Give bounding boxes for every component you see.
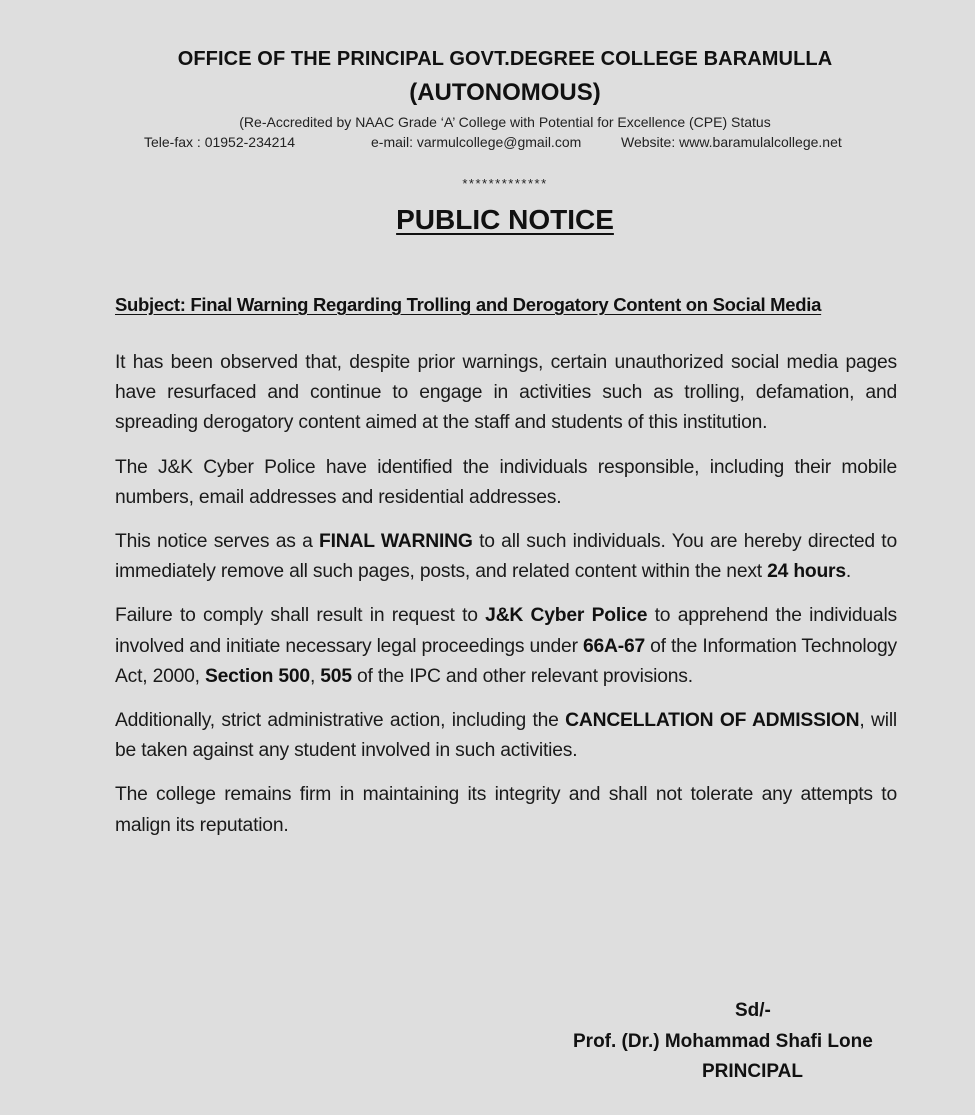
- office-title: OFFICE OF THE PRINCIPAL GOVT.DEGREE COLLEGE BARAMULLA: [177, 48, 833, 70]
- paragraph-text: to all such individuals. You are hereby directed to immediately remove all such pages, posts, and related content within the next: [115, 531, 897, 583]
- website-address: Website: www.baramulalcollege.net: [621, 134, 842, 150]
- emphasized-text: 66A-67: [582, 635, 645, 657]
- signatory-name: Prof. (Dr.) Mohammad Shafi Lone: [573, 1031, 873, 1052]
- paragraph-text: Failure to comply shall result in request to: [115, 605, 486, 627]
- paragraph-text: to apprehend the individuals involved and initiate necessary legal proceedings under: [115, 605, 897, 657]
- paragraph-admission-cancellation: [115, 706, 897, 766]
- paragraph-text: Additionally, strict administrative action, including the: [115, 710, 566, 732]
- emphasized-text: FINAL WARNING: [319, 531, 473, 553]
- paragraph-text: .: [845, 561, 852, 583]
- emphasized-text: CANCELLATION OF ADMISSION: [565, 710, 860, 732]
- separator-stars: *************: [462, 176, 548, 191]
- paragraph-legal-action: [115, 601, 897, 692]
- accreditation-line: (Re-Accredited by NAAC Grade ‘A’ College with Potential for Excellence (CPE) Status: [239, 114, 771, 130]
- emphasized-text: Section 500: [204, 665, 310, 687]
- paragraph-text: , will be taken against any student involved in such activities.: [115, 710, 897, 762]
- emphasized-text: 24 hours: [767, 561, 846, 583]
- telefax: Tele-fax : 01952-234214: [144, 134, 295, 150]
- emphasized-text: 505: [320, 665, 352, 687]
- notice-body: [115, 348, 897, 855]
- notice-title: PUBLIC NOTICE: [396, 204, 614, 235]
- paragraph-text: It has been observed that, despite prior warnings, certain unauthorized social media pages have resurfaced and continue to engage in activities such as trolling, defamation, and spreading derogatory content aimed at the staff and students of this institution.: [115, 352, 897, 434]
- paragraph-integrity: [115, 780, 897, 840]
- paragraph-text: ,: [309, 665, 321, 687]
- paragraph-text: The college remains firm in maintaining its integrity and shall not tolerate any attempts to malign its reputation.: [115, 784, 897, 836]
- paragraph-text: of the IPC and other relevant provisions.: [351, 665, 693, 687]
- emphasized-text: J&K Cyber Police: [485, 605, 648, 627]
- email-address: e-mail: varmulcollege@gmail.com: [371, 134, 582, 150]
- paragraph-observation: [115, 348, 897, 439]
- autonomous-status: (AUTONOMOUS): [409, 79, 601, 106]
- signatory-designation: PRINCIPAL: [702, 1061, 803, 1082]
- paragraph-final-warning: [115, 527, 897, 587]
- paragraph-text: This notice serves as a: [115, 531, 320, 553]
- signature-sd: Sd/-: [735, 1000, 771, 1021]
- notice-subject: Subject: Final Warning Regarding Trolling and Derogatory Content on Social Media: [115, 294, 822, 315]
- paragraph-identification: [115, 453, 897, 513]
- notice-title-wrap: [0, 204, 975, 236]
- paragraph-text: The J&K Cyber Police have identified the individuals responsible, including their mobile numbers, email addresses and residential addresses.: [115, 456, 897, 508]
- paragraph-text: of the Information Technology Act, 2000,: [115, 635, 897, 687]
